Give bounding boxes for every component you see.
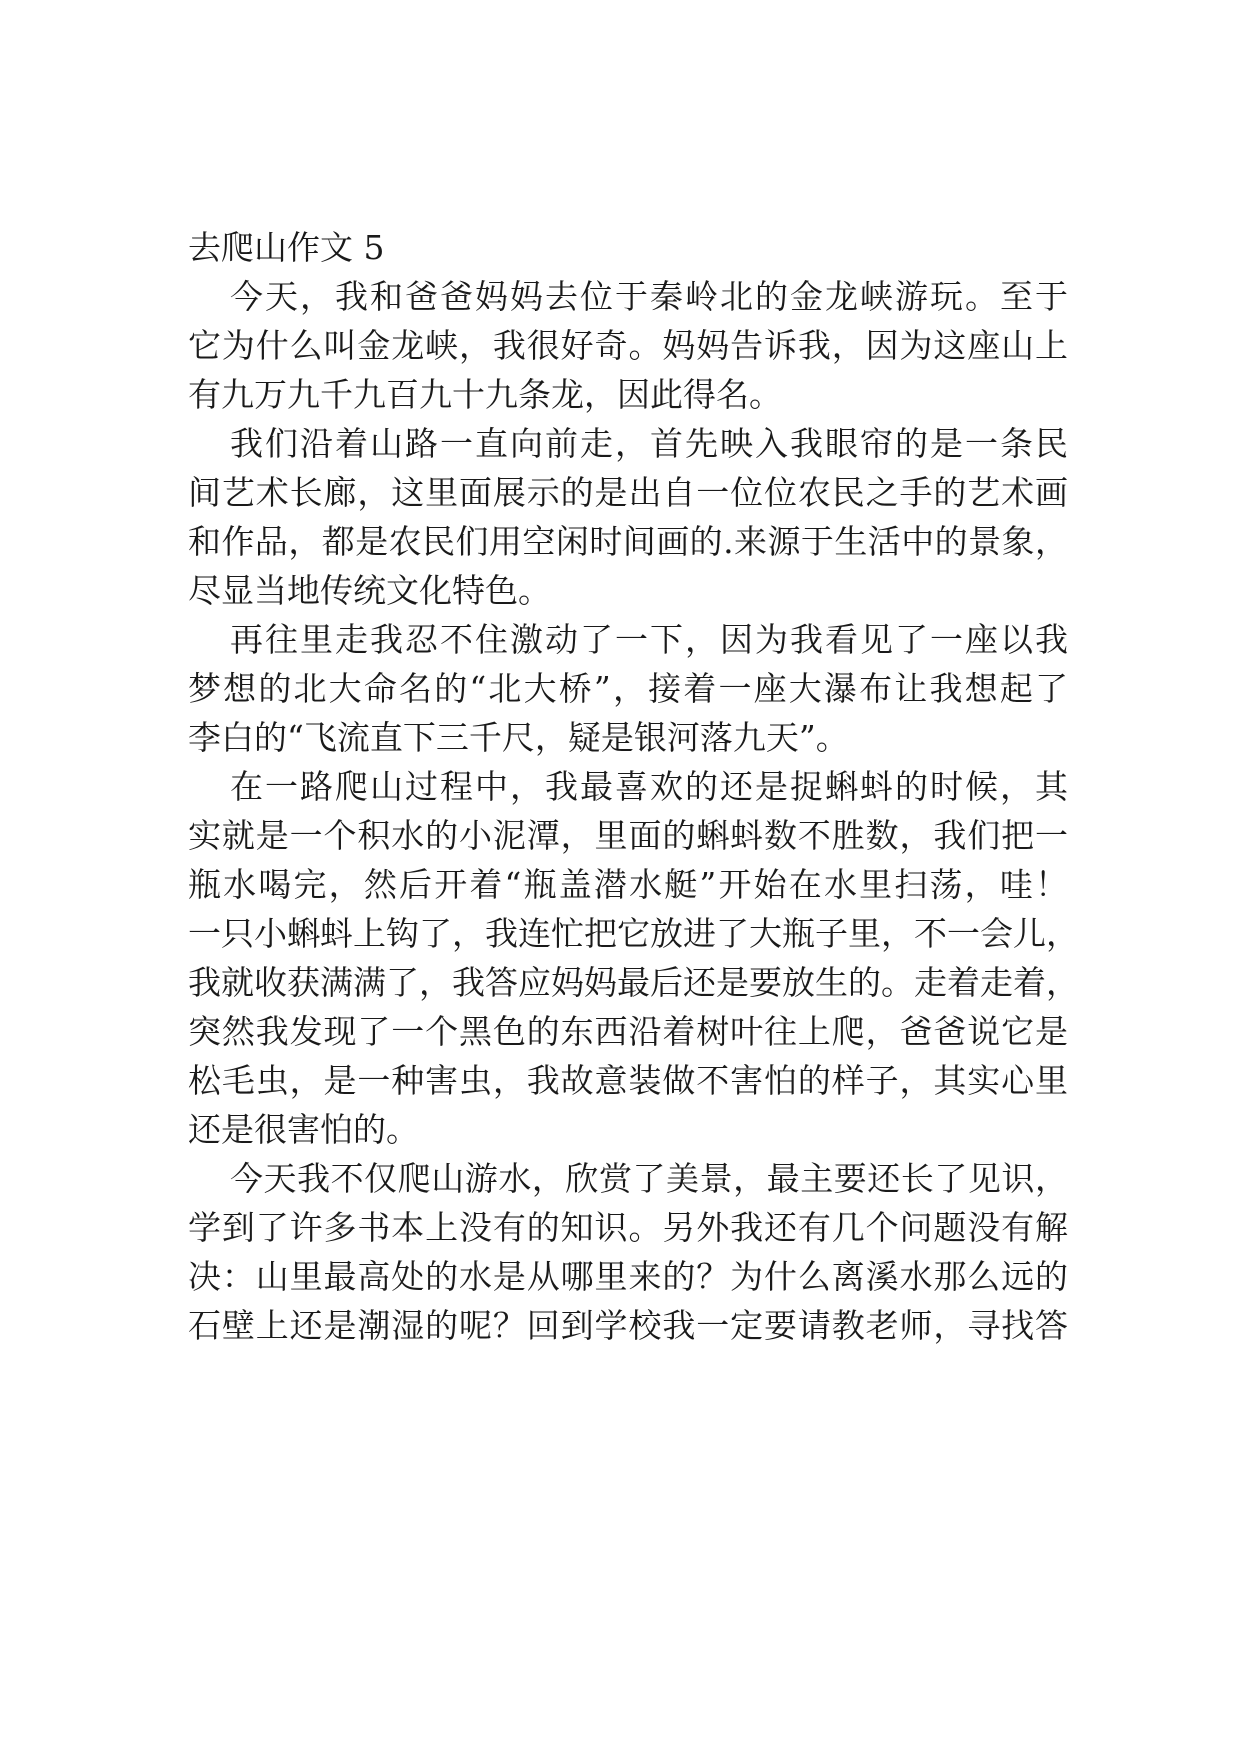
paragraph-4-line-2: 实就是一个积水的小泥潭，里面的蝌蚪数不胜数，我们把一 <box>188 816 1068 855</box>
paragraph-3-line-3: 李白的“飞流直下三千尺，疑是银河落九天”。 <box>188 718 849 757</box>
paragraph-4-line-6: 突然我发现了一个黑色的东西沿着树叶往上爬，爸爸说它是 <box>188 1012 1068 1051</box>
paragraph-2-line-4: 尽显当地传统文化特色。 <box>188 571 551 610</box>
paragraph-2-line-1: 我们沿着山路一直向前走，首先映入我眼帘的是一条民 <box>230 424 1068 463</box>
paragraph-2-line-3: 和作品，都是农民们用空闲时间画的.来源于生活中的景象， <box>188 522 1068 561</box>
paragraph-1-line-1: 今天，我和爸爸妈妈去位于秦岭北的金龙峡游玩。至于 <box>230 277 1068 316</box>
paragraph-4-line-3: 瓶水喝完，然后开着“瓶盖潜水艇”开始在水里扫荡，哇！ <box>188 865 1068 904</box>
paragraph-1-line-3: 有九万九千九百九十九条龙，因此得名。 <box>188 375 782 414</box>
paragraph-5-line-3: 决：山里最高处的水是从哪里来的？为什么离溪水那么远的 <box>188 1257 1068 1296</box>
paragraph-4-line-8: 还是很害怕的。 <box>188 1110 419 1149</box>
paragraph-5-line-4: 石壁上还是潮湿的呢？回到学校我一定要请教老师，寻找答 <box>188 1306 1068 1345</box>
paragraph-2-line-2: 间艺术长廊，这里面展示的是出自一位位农民之手的艺术画 <box>188 473 1068 512</box>
paragraph-4-line-5: 我就收获满满了，我答应妈妈最后还是要放生的。走着走着， <box>188 963 1079 1002</box>
paragraph-5-line-1: 今天我不仅爬山游水，欣赏了美景，最主要还长了见识， <box>230 1159 1068 1198</box>
paragraph-1-line-2: 它为什么叫金龙峡，我很好奇。妈妈告诉我，因为这座山上 <box>188 326 1068 365</box>
paragraph-4-line-7: 松毛虫，是一种害虫，我故意装做不害怕的样子，其实心里 <box>188 1061 1068 1100</box>
paragraph-5-line-2: 学到了许多书本上没有的知识。另外我还有几个问题没有解 <box>188 1208 1068 1247</box>
document-title: 去爬山作文 5 <box>188 228 385 267</box>
paragraph-4-line-4: 一只小蝌蚪上钩了，我连忙把它放进了大瓶子里，不一会儿， <box>188 914 1079 953</box>
paragraph-3-line-2: 梦想的北大命名的“北大桥”，接着一座大瀑布让我想起了 <box>188 669 1068 708</box>
paragraph-3-line-1: 再往里走我忍不住激动了一下，因为我看见了一座以我 <box>230 620 1068 659</box>
paragraph-4-line-1: 在一路爬山过程中，我最喜欢的还是捉蝌蚪的时候，其 <box>230 767 1068 806</box>
